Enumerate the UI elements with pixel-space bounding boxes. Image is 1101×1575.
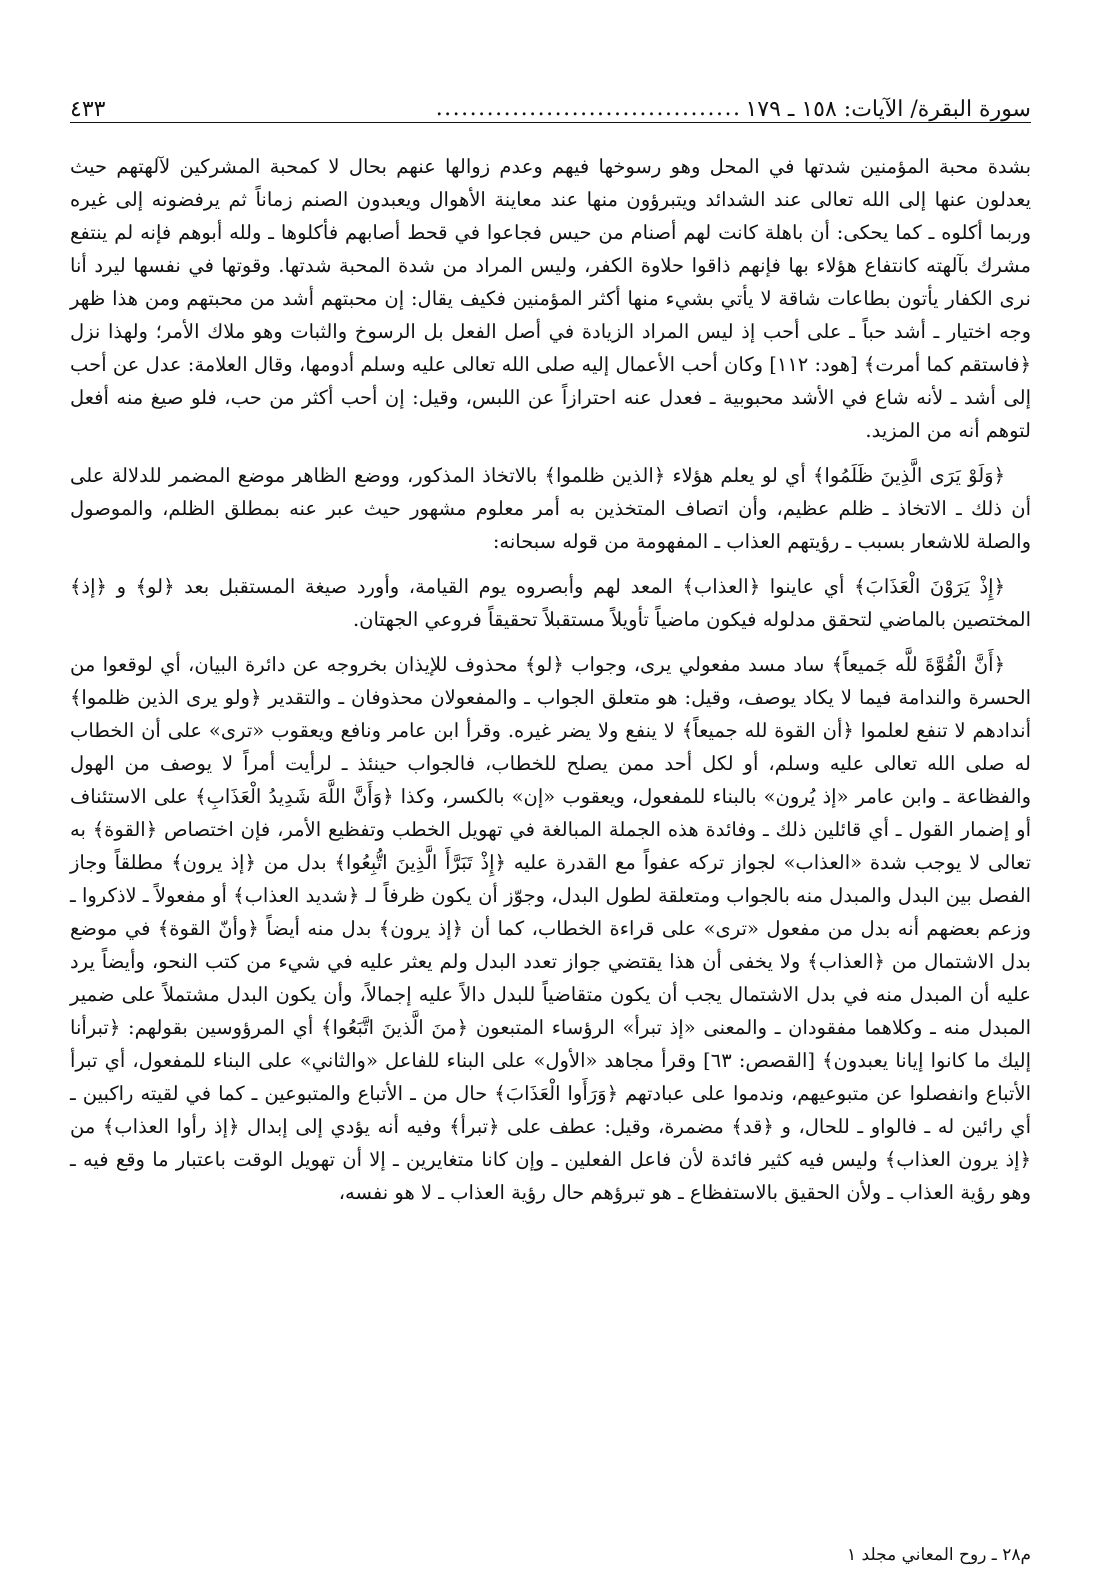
paragraph-1: بشدة محبة المؤمنين شدتها في المحل وهو رسوخها فيهم وعدم زوالها عنهم بحال لا كمحبة المشركين لآلهتهم حيث يعدلون عنها إلى الله تعالى عند الشدائد ويتبرؤون منها عند معاينة الأهوال ويعبدون الصنم زماناً ثم يرفضونه إلى غيره وربما أكلوه ـ كما يحكى: أن باهلة كانت لهم أصنام من حيس فجاعوا في قحط أصابهم فأكلوها ـ ولله أبوهم فإنه لم ينتفع مشرك بآلهته كانتفاع هؤلاء بها فإنهم ذاقوا حلاوة الكفر، وليس المراد من شدة المحبة شدتها. وقوتها في نفسها ليرد أنا نرى الكفار يأتون بطاعات شاقة لا يأتي بشيء منها أكثر المؤمنين فكيف يقال: إن محبتهم أشد من محبتهم ومن هذا ظهر وجه اختيار ـ أشد حباً ـ على أحب إذ ليس المراد الزيادة في أصل الفعل بل الرسوخ والثبات وهو ملاك الأمر؛ ولهذا نزل ﴿فاستقم كما أمرت﴾ [هود: ١١٢] وكان أحب الأعمال إليه صلى الله تعالى عليه وسلم أدومها، وقال العلامة: عدل عن أحب إلى أشد ـ لأنه شاع في الأشد محبوبية ـ فعدل عنه احترازاً عن اللبس، وقيل: إن أحب أكثر من حب، فلو صيغ منه أفعل لتوهم أنه من المزيد. [70, 155, 1032, 442]
running-header [70, 86, 1031, 123]
paragraph-3: ﴿إِذْ يَرَوْنَ الْعَذَابَ﴾ أي عاينوا ﴿العذاب﴾ المعد لهم وأبصروه يوم القيامة، وأورد صيغة المستقبل بعد ﴿لو﴾ و ﴿إذ﴾ المختصين بالماضي لتحقق مدلوله فيكون ماضياً تأويلاً مستقبلاً تحقيقاً فروعي الجهتان. [70, 575, 1031, 631]
paragraph-4: ﴿أَنَّ الْقُوَّةَ للَّه جَميعاً﴾ ساد مسد مفعولي يرى، وجواب ﴿لو﴾ محذوف للإيذان بخروجه عن دائرة البيان، أي لوقعوا من الحسرة والندامة فيما لا يكاد يوصف، وقيل: هو متعلق الجواب ـ والمفعولان محذوفان ـ والتقدير ﴿ولو يرى الذين ظلموا﴾ أندادهم لا تنفع لعلموا ﴿أن القوة لله جميعاً﴾ لا ينفع ولا يضر غيره. وقرأ ابن عامر ونافع ويعقوب «ترى» على أن الخطاب له صلى الله تعالى عليه وسلم، أو لكل أحد ممن يصلح للخطاب، فالجواب حينئذ ـ لرأيت أمراً لا يوصف من الهول والفظاعة ـ وابن عامر «إذ يُرون» بالبناء للمفعول، ويعقوب «إن» بالكسر، وكذا ﴿وَأَنَّ اللَّهَ شَدِيدُ الْعَذَابِ﴾ على الاستئناف أو إضمار القول ـ أي قائلين ذلك ـ وفائدة هذه الجملة المبالغة في تهويل الخطب وتفظيع الأمر، فإن اختصاص ﴿القوة﴾ به تعالى لا يوجب شدة «العذاب» لجواز تركه عفواً مع القدرة عليه ﴿إِذْ تَبَرَّأَ الَّذِينَ اتُّبِعُوا﴾ بدل من ﴿إذ يرون﴾ مطلقاً وجاز الفصل بين البدل والمبدل منه بالجواب ومتعلقة لطول البدل، وجوّز أن يكون ظرفاً لـ ﴿شديد العذاب﴾ أو مفعولاً ـ لاذكروا ـ وزعم بعضهم أنه بدل من مفعول «ترى» على قراءة الخطاب، كما أن ﴿إذ يرون﴾ بدل منه أيضاً ﴿وأنّ القوة﴾ في موضع بدل الاشتمال من ﴿العذاب﴾ ولا يخفى أن هذا يقتضي جواز تعدد البدل ولم يعثر عليه في شيء من كتب النحو، وأيضاً يرد عليه أن المبدل منه في بدل الاشتمال يجب أن يكون متقاضياً للبدل دالاً عليه إجمالاً، وأن يكون البدل مشتملاً على ضمير المبدل منه ـ وكلاهما مفقودان ـ والمعنى «إذ تبرأ» الرؤساء المتبعون ﴿منَ الَّذينَ اتَّبَعُوا﴾ أي المرؤوسين بقولهم: ﴿تبرأنا إليك ما كانوا إيانا يعبدون﴾ [القصص: ٦٣] وقرأ مجاهد «الأول» على البناء للفاعل «والثاني» على البناء للمفعول، أي تبرأ الأتباع وانفصلوا عن متبوعيهم، وندموا على عبادتهم ﴿وَرَأَوا الْعَذَابَ﴾ حال من ـ الأتباع والمتبوعين ـ كما في لقيته راكبين ـ أي رائين له ـ فالواو ـ للحال، و ﴿قد﴾ مضمرة، وقيل: عطف على ﴿تبرأ﴾ وفيه أنه يؤدي إلى إبدال ﴿إذ رأوا العذاب﴾ من ﴿إذ يرون العذاب﴾ وليس فيه كثير فائدة لأن فاعل الفعلين ـ وإن كانا متغايرين ـ إلا أن تهويل الوقت باعتبار ما وقع فيه ـ وهو رؤية العذاب ـ ولأن الحقيق بالاستفظاع ـ هو تبرؤهم حال رؤية العذاب ـ لا هو نفسه، [70, 653, 1031, 1204]
header-title: سورة البقرة/ الآيات: ١٥٨ ـ ١٧٩ [745, 97, 1031, 122]
page-body [70, 150, 1031, 1221]
header-leader-dots: .................................... [435, 96, 742, 121]
paragraph-2: ﴿وَلَوْ يَرَى الَّذِينَ ظَلَمُوا﴾ أي لو يعلم هؤلاء ﴿الذين ظلموا﴾ بالاتخاذ المذكور، ووضع الظاهر موضع المضمر للدلالة على أن ذلك ـ الاتخاذ ـ ظلم عظيم، وأن اتصاف المتخذين به أمر معلوم مشهور حيث عبر عنه بمطلق الظلم، والموصول والصلة للاشعار بسبب ـ رؤيتهم العذاب ـ المفهومة من قوله سبحانه: [70, 464, 1031, 553]
page-footer: م٢٨ ـ روح المعاني مجلد ١ [847, 1545, 1031, 1565]
page-number: ٤٣٣ [70, 97, 106, 122]
